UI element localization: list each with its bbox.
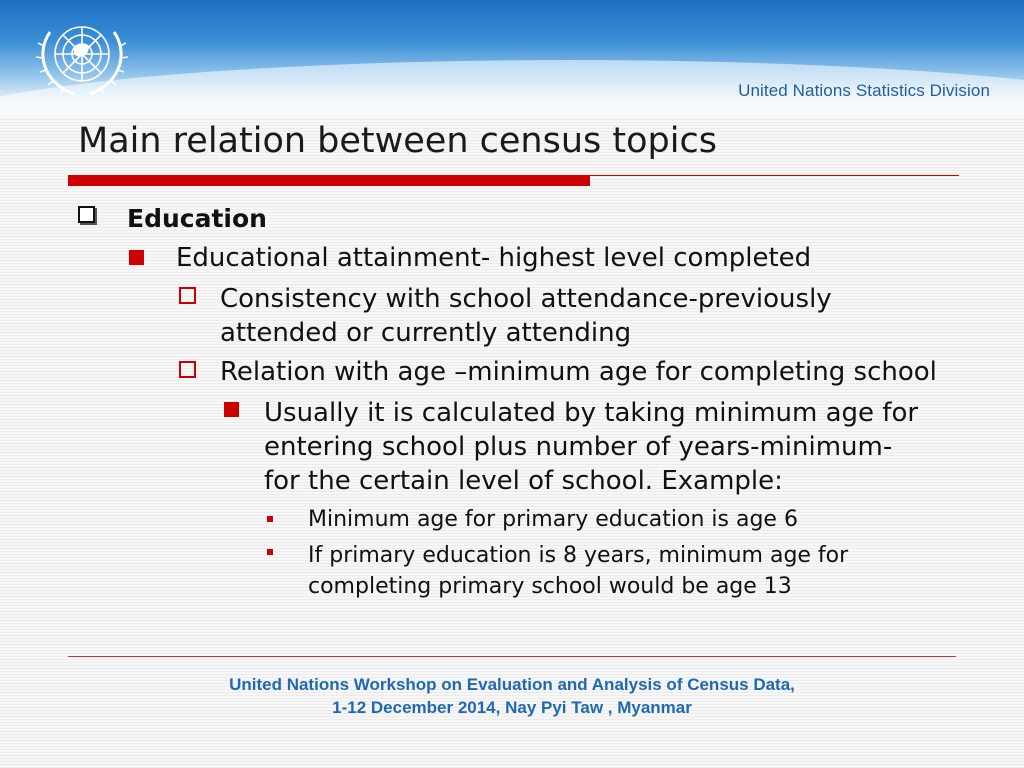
- bullet-text-relation-age: Relation with age –minimum age for completing school: [220, 357, 937, 387]
- bullet-square-icon: [129, 250, 144, 265]
- bullet-text-education: Education: [127, 204, 267, 233]
- header-banner: [0, 0, 1024, 118]
- footer-rule: [68, 656, 956, 657]
- bullet-outline-icon: [78, 206, 95, 223]
- title-rule: [68, 175, 590, 186]
- footer-line-2: 1-12 December 2014, Nay Pyi Taw , Myanmar: [332, 698, 692, 717]
- bullet-text-primary-2: completing primary school would be age 13: [308, 574, 792, 599]
- bullet-text-primary-1: If primary education is 8 years, minimum age for: [308, 543, 849, 568]
- footer-line-1: United Nations Workshop on Evaluation and Analysis of Census Data,: [229, 675, 795, 694]
- title-rule-thin: [590, 175, 959, 176]
- bullet-text-minimum-age: Minimum age for primary education is age 6: [308, 507, 798, 532]
- slide-title: Main relation between census topics: [78, 121, 717, 161]
- bullet-text-usually-2: entering school plus number of years-minimum-: [264, 432, 893, 462]
- bullet-text-usually-3: for the certain level of school. Example:: [264, 466, 783, 496]
- bullet-small-square-icon: [267, 549, 273, 555]
- bullet-small-square-icon: [267, 516, 273, 522]
- bullet-text-attainment: Educational attainment- highest level completed: [176, 243, 812, 273]
- bullet-text-consistency-1: Consistency with school attendance-previously: [220, 284, 832, 314]
- bullet-square-icon: [224, 402, 239, 417]
- bullet-text-usually-1: Usually it is calculated by taking minimum age for: [264, 398, 919, 428]
- bullet-outline-square-icon: [179, 287, 196, 304]
- org-name: United Nations Statistics Division: [738, 81, 990, 100]
- bullet-outline-square-icon: [179, 361, 196, 378]
- un-emblem-icon: [30, 12, 134, 100]
- bullet-text-consistency-2: attended or currently attending: [220, 318, 632, 348]
